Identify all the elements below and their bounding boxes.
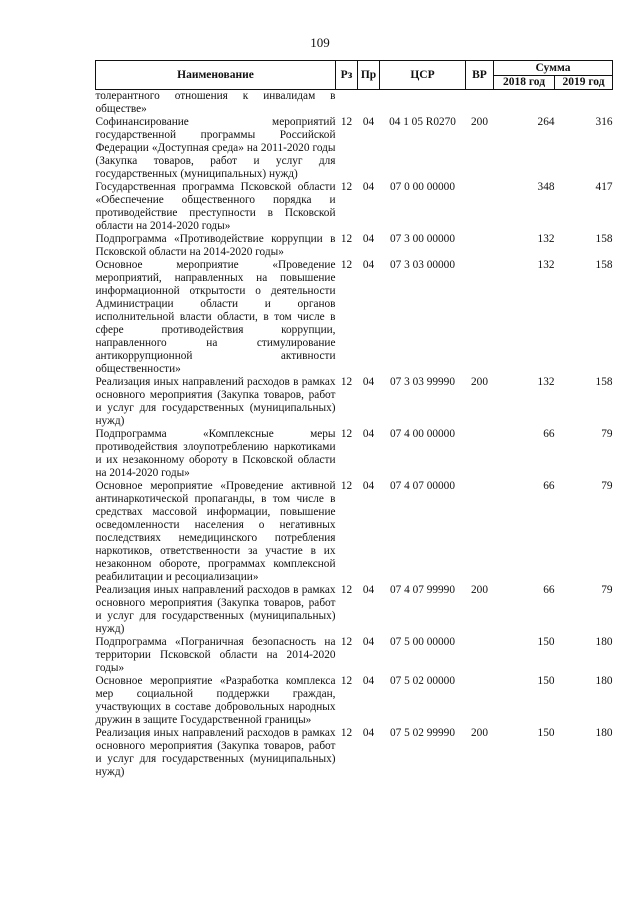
cell-name: Основное мероприятие «Проведение активной антинаркотической пропаганды, в том числе в средствах массовой информации, повышение осведомленности населения о негативных последствиях немедицинского потребления наркотиков, ответственности за участие в их незаконном обороте, программах комплексной реабилитации и ресоциализации» (95, 480, 336, 583)
cell-csr: 04 1 05 R0270 (389, 116, 456, 128)
cell-y2019: 316 (595, 116, 613, 128)
table-row (96, 675, 613, 727)
cell-name: толерантного отношения к инвалидам в обществе» (95, 90, 336, 115)
cell-y2018: 150 (537, 727, 555, 739)
cell-rz: 12 (340, 675, 353, 687)
cell-vr (466, 480, 494, 584)
table-row (96, 584, 613, 636)
table-row (96, 428, 613, 480)
cell-y2018 (494, 90, 555, 117)
cell-vr: 200 (471, 584, 488, 596)
cell-y2018: 264 (537, 116, 555, 128)
cell-rz: 12 (340, 259, 353, 271)
cell-y2018: 132 (537, 259, 555, 271)
cell-y2018: 132 (537, 376, 555, 388)
cell-y2019: 180 (595, 727, 613, 739)
cell-pr: 04 (362, 181, 375, 193)
cell-y2018: 132 (537, 233, 555, 245)
cell-y2018: 150 (537, 675, 555, 687)
header-pr: Пр (358, 61, 380, 90)
table-row (96, 181, 613, 233)
cell-name: Основное мероприятие «Разработка комплекса мер социальной поддержки граждан, участвующих в составе добровольных народных дружин в защите Государственной границы» (95, 675, 336, 726)
cell-pr: 04 (362, 480, 375, 492)
header-2018: 2018 год (494, 76, 555, 90)
header-vr: ВР (466, 61, 494, 90)
page-number: 109 (310, 35, 330, 50)
cell-y2019: 158 (595, 233, 613, 245)
cell-vr (466, 233, 494, 259)
cell-rz: 12 (340, 116, 353, 128)
cell-rz: 12 (340, 636, 353, 648)
cell-vr (466, 181, 494, 233)
cell-vr: 200 (471, 727, 488, 739)
cell-pr (358, 90, 380, 117)
table-row (96, 233, 613, 259)
cell-csr: 07 4 07 00000 (390, 480, 455, 492)
cell-pr: 04 (362, 233, 375, 245)
cell-name: Подпрограмма «Комплексные меры противодействия злоупотреблению наркотиками и их незаконному обороту в Псковской области на 2014-2020 годы» (95, 428, 336, 479)
header-csr: ЦСР (380, 61, 466, 90)
cell-name: Реализация иных направлений расходов в рамках основного мероприятия (Закупка товаров, работ и услуг для государственных (муниципальных) нужд) (95, 584, 336, 635)
cell-pr: 04 (362, 584, 375, 596)
cell-y2019: 158 (595, 376, 613, 388)
cell-pr: 04 (362, 116, 375, 128)
cell-y2018: 66 (543, 480, 555, 492)
cell-y2018: 66 (543, 584, 555, 596)
budget-table (95, 60, 613, 779)
cell-rz: 12 (340, 584, 353, 596)
table-row (96, 376, 613, 428)
cell-vr (466, 636, 494, 675)
cell-pr: 04 (362, 636, 375, 648)
cell-y2019: 180 (595, 675, 613, 687)
cell-pr: 04 (362, 259, 375, 271)
cell-rz (336, 90, 358, 117)
cell-name: Подпрограмма «Пограничная безопасность на территории Псковской области на 2014-2020 годы» (95, 636, 336, 674)
cell-y2019: 79 (601, 428, 613, 440)
cell-vr (466, 259, 494, 376)
cell-name: Государственная программа Псковской области «Обеспечение общественного порядка и противодействие преступности в Псковской области на 2014-2020 годы» (95, 181, 336, 232)
cell-csr (380, 90, 466, 117)
cell-vr (466, 90, 494, 117)
cell-y2018: 66 (543, 428, 555, 440)
cell-csr: 07 5 00 00000 (390, 636, 455, 648)
cell-pr: 04 (362, 428, 375, 440)
cell-csr: 07 0 00 00000 (390, 181, 455, 193)
cell-csr: 07 3 03 00000 (390, 259, 455, 271)
cell-y2018: 150 (537, 636, 555, 648)
cell-vr: 200 (471, 376, 488, 388)
cell-vr (466, 428, 494, 480)
cell-pr: 04 (362, 675, 375, 687)
cell-y2019: 79 (601, 584, 613, 596)
cell-csr: 07 3 00 00000 (390, 233, 455, 245)
cell-vr: 200 (471, 116, 488, 128)
cell-csr: 07 4 00 00000 (390, 428, 455, 440)
header-rz: Рз (336, 61, 358, 90)
cell-vr (466, 675, 494, 727)
table-row (96, 90, 613, 117)
cell-y2019 (555, 90, 613, 117)
cell-csr: 07 5 02 00000 (390, 675, 455, 687)
table-row (96, 636, 613, 675)
cell-csr: 07 3 03 99990 (390, 376, 455, 388)
cell-name: Реализация иных направлений расходов в рамках основного мероприятия (Закупка товаров, работ и услуг для государственных (муниципальных) нужд) (95, 727, 336, 778)
cell-y2018: 348 (537, 181, 555, 193)
cell-y2019: 79 (601, 480, 613, 492)
header-name: Наименование (96, 61, 336, 90)
cell-name: Софинансирование мероприятий государственной программы Российской Федерации «Доступная среда» на 2011-2020 годы (Закупка товаров, работ и услуг для государственных (муниципальных) нужд) (95, 116, 336, 180)
cell-csr: 07 4 07 99990 (390, 584, 455, 596)
cell-rz: 12 (340, 376, 353, 388)
cell-y2019: 180 (595, 636, 613, 648)
table-body (96, 90, 613, 780)
table-row (96, 116, 613, 181)
cell-rz: 12 (340, 727, 353, 739)
cell-rz: 12 (340, 480, 353, 492)
cell-rz: 12 (340, 181, 353, 193)
cell-csr: 07 5 02 99990 (390, 727, 455, 739)
cell-name: Реализация иных направлений расходов в рамках основного мероприятия (Закупка товаров, работ и услуг для государственных (муниципальных) нужд) (95, 376, 336, 427)
header-2019: 2019 год (555, 76, 613, 90)
cell-pr: 04 (362, 727, 375, 739)
cell-name: Основное мероприятие «Проведение мероприятий, направленных на повышение информационной открытости о деятельности Администрации области и органов исполнительной власти области, в том числе в сфере противодействия коррупции, направленного на стимулирование антикоррупционной активности общественности» (95, 259, 336, 375)
cell-y2019: 158 (595, 259, 613, 271)
cell-name: Подпрограмма «Противодействие коррупции в Псковской области на 2014-2020 годы» (95, 233, 336, 258)
cell-rz: 12 (340, 428, 353, 440)
table-row (96, 259, 613, 376)
cell-pr: 04 (362, 376, 375, 388)
cell-rz: 12 (340, 233, 353, 245)
header-sum: Сумма (494, 61, 613, 76)
cell-y2019: 417 (595, 181, 613, 193)
table-row (96, 727, 613, 779)
table-row (96, 480, 613, 584)
